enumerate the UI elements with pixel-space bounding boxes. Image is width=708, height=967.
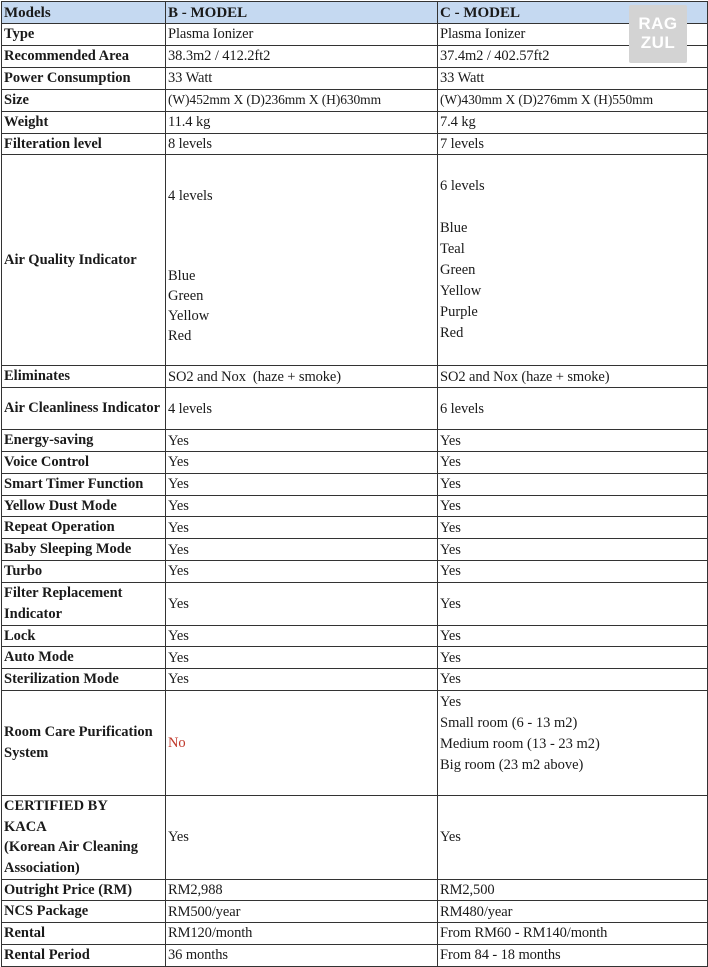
table-row: [2, 89, 708, 111]
row-label-type: Type: [2, 24, 166, 46]
row-label-power: Power Consumption: [2, 67, 166, 89]
c-power: 33 Watt: [438, 67, 708, 89]
row-label-sterilization: Sterilization Mode: [2, 669, 166, 691]
c-area: 37.4m2 / 402.57ft2: [438, 45, 708, 67]
b-aqi: [166, 155, 438, 366]
c-cleanliness: 6 levels: [438, 388, 708, 430]
row-label-outright: Outright Price (RM): [2, 879, 166, 901]
row-label-filter: Filteration level: [2, 133, 166, 155]
c-roomcare-line: Yes: [440, 693, 462, 710]
b-power: 33 Watt: [166, 67, 438, 89]
c-weight: 7.4 kg: [438, 111, 708, 133]
row-label-weight: Weight: [2, 111, 166, 133]
b-cleanliness: 4 levels: [166, 388, 438, 430]
c-roomcare: [438, 690, 708, 795]
c-turbo: Yes: [438, 561, 708, 583]
b-aqi-color: Red: [168, 328, 192, 344]
watermark-line: RAG: [638, 14, 678, 33]
b-filter: 8 levels: [166, 133, 438, 155]
table-row: [2, 452, 708, 474]
c-filter-indicator: Yes: [438, 582, 708, 625]
table-row: [2, 24, 708, 46]
kaca-label-line: CERTIFIED BY: [4, 798, 108, 814]
c-outright: RM2,500: [438, 879, 708, 901]
b-repeat: Yes: [166, 517, 438, 539]
c-roomcare-line: Medium room (13 - 23 m2): [440, 735, 600, 752]
b-aqi-levels: 4 levels: [168, 188, 213, 204]
c-dust: Yes: [438, 495, 708, 517]
row-label-eliminates: Eliminates: [2, 366, 166, 388]
b-eliminates: SO2 and Nox (haze + smoke): [166, 366, 438, 388]
table-row: [2, 625, 708, 647]
table-row: [2, 366, 708, 388]
table-row: [2, 430, 708, 452]
table-row: [2, 45, 708, 67]
b-ncs: RM500/year: [166, 901, 438, 923]
table-row: [2, 669, 708, 691]
spec-comparison-table: [1, 1, 708, 967]
row-label-baby: Baby Sleeping Mode: [2, 539, 166, 561]
row-label-size: Size: [2, 89, 166, 111]
row-label-kaca: [2, 795, 166, 879]
c-eliminates: SO2 and Nox (haze + smoke): [438, 366, 708, 388]
table-row: [2, 495, 708, 517]
row-label-auto: Auto Mode: [2, 647, 166, 669]
c-timer: Yes: [438, 473, 708, 495]
table-row: [2, 901, 708, 923]
c-lock: Yes: [438, 625, 708, 647]
b-type: Plasma Ionizer: [166, 24, 438, 46]
table-header-row: [2, 2, 708, 24]
row-label-roomcare: Room Care Purification System: [2, 690, 166, 795]
c-aqi: [438, 155, 708, 366]
header-models: Models: [2, 2, 166, 24]
b-voice: Yes: [166, 452, 438, 474]
row-label-period: Rental Period: [2, 944, 166, 966]
table-row: [2, 690, 708, 795]
b-energy: Yes: [166, 430, 438, 452]
b-turbo: Yes: [166, 561, 438, 583]
row-label-repeat: Repeat Operation: [2, 517, 166, 539]
table-row: [2, 539, 708, 561]
row-label-aqi: Air Quality Indicator: [2, 155, 166, 366]
c-aqi-color: Teal: [440, 241, 465, 257]
c-aqi-color: Blue: [440, 220, 468, 236]
table-row: [2, 561, 708, 583]
table-row: [2, 517, 708, 539]
c-voice: Yes: [438, 452, 708, 474]
table-row: [2, 582, 708, 625]
table-row: [2, 388, 708, 430]
b-kaca: Yes: [166, 795, 438, 879]
b-dust: Yes: [166, 495, 438, 517]
table-row: [2, 111, 708, 133]
c-baby: Yes: [438, 539, 708, 561]
row-label-rental: Rental: [2, 923, 166, 945]
c-aqi-color: Purple: [440, 304, 478, 320]
table-row: [2, 944, 708, 966]
b-aqi-color: Green: [168, 288, 204, 304]
kaca-label-line: (Korean Air Cleaning: [4, 839, 138, 855]
c-type: Plasma Ionizer: [438, 24, 708, 46]
c-energy: Yes: [438, 430, 708, 452]
c-ncs: RM480/year: [438, 901, 708, 923]
b-rental: RM120/month: [166, 923, 438, 945]
c-rental: From RM60 - RM140/month: [438, 923, 708, 945]
c-sterilization: Yes: [438, 669, 708, 691]
b-auto: Yes: [166, 647, 438, 669]
b-aqi-color: Yellow: [168, 308, 210, 324]
c-roomcare-line: Big room (23 m2 above): [440, 756, 584, 773]
table-row: [2, 647, 708, 669]
row-label-area: Recommended Area: [2, 45, 166, 67]
c-aqi-color: Red: [440, 325, 464, 341]
b-baby: Yes: [166, 539, 438, 561]
table-row: [2, 795, 708, 879]
c-aqi-color: Green: [440, 262, 476, 278]
row-label-lock: Lock: [2, 625, 166, 647]
row-label-cleanliness: Air Cleanliness Indicator: [2, 388, 166, 430]
b-sterilization: Yes: [166, 669, 438, 691]
table-row: [2, 879, 708, 901]
b-weight: 11.4 kg: [166, 111, 438, 133]
row-label-voice: Voice Control: [2, 452, 166, 474]
row-label-ncs: NCS Package: [2, 901, 166, 923]
b-period: 36 months: [166, 944, 438, 966]
c-aqi-color: Yellow: [440, 283, 482, 299]
table-row: [2, 67, 708, 89]
c-auto: Yes: [438, 647, 708, 669]
kaca-label-line: Association): [4, 859, 80, 876]
c-period: From 84 - 18 months: [438, 944, 708, 966]
table-row: [2, 923, 708, 945]
watermark-logo: [629, 5, 687, 63]
b-outright: RM2,988: [166, 879, 438, 901]
table-row: [2, 133, 708, 155]
table-row: [2, 155, 708, 366]
watermark-line: ZUL: [640, 33, 676, 52]
table-row: [2, 473, 708, 495]
b-roomcare: No: [166, 690, 438, 795]
c-repeat: Yes: [438, 517, 708, 539]
b-timer: Yes: [166, 473, 438, 495]
c-filter: 7 levels: [438, 133, 708, 155]
b-aqi-color: Blue: [168, 268, 196, 284]
header-c-model: C - MODEL: [438, 2, 708, 24]
b-lock: Yes: [166, 625, 438, 647]
header-b-model: B - MODEL: [166, 2, 438, 24]
row-label-filter-indicator: Filter Replacement Indicator: [2, 582, 166, 625]
row-label-dust: Yellow Dust Mode: [2, 495, 166, 517]
kaca-label-line: KACA: [4, 818, 47, 835]
b-filter-indicator: Yes: [166, 582, 438, 625]
row-label-turbo: Turbo: [2, 561, 166, 583]
row-label-energy: Energy-saving: [2, 430, 166, 452]
c-size: (W)430mm X (D)276mm X (H)550mm: [438, 89, 708, 111]
c-aqi-levels: 6 levels: [440, 178, 485, 194]
row-label-timer: Smart Timer Function: [2, 473, 166, 495]
b-size: (W)452mm X (D)236mm X (H)630mm: [166, 89, 438, 111]
c-kaca: Yes: [438, 795, 708, 879]
c-roomcare-line: Small room (6 - 13 m2): [440, 714, 578, 731]
b-area: 38.3m2 / 412.2ft2: [166, 45, 438, 67]
